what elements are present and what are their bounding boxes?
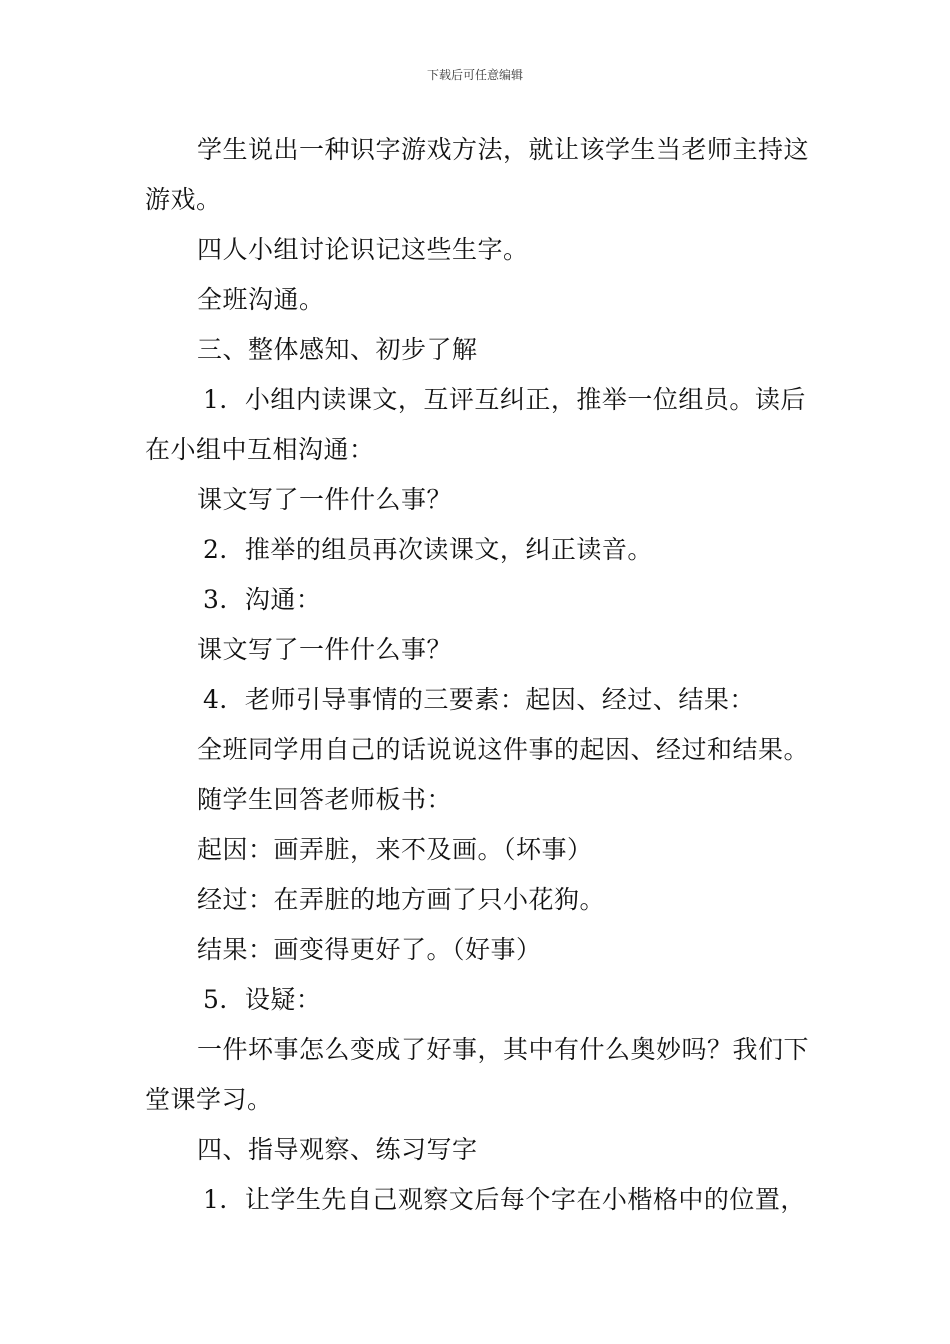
paragraph: 全班同学用自己的话说说这件事的起因、经过和结果。 <box>197 735 810 764</box>
numbered-paragraph: 4．老师引导事情的三要素：起因、经过、结果： <box>203 685 755 714</box>
numbered-paragraph: 1．让学生先自己观察文后每个字在小楷格中的位置， <box>203 1185 806 1214</box>
paragraph: 课文写了一件什么事？ <box>197 635 453 664</box>
paragraph: 起因：画弄脏，来不及画。（坏事） <box>197 835 593 864</box>
section-heading: 三、整体感知、初步了解 <box>197 335 478 364</box>
page-header: 下载后可任意编辑 <box>426 68 523 82</box>
paragraph: 经过：在弄脏的地方画了只小花狗。 <box>197 885 606 914</box>
paragraph: 课文写了一件什么事？ <box>197 485 453 514</box>
numbered-paragraph: 3．沟通： <box>203 585 322 614</box>
paragraph: 学生说出一种识字游戏方法，就让该学生当老师主持这游戏。 <box>145 135 810 214</box>
numbered-paragraph: 1．小组内读课文，互评互纠正，推举一位组员。读后在小组中互相沟通： <box>145 385 806 464</box>
paragraph: 一件坏事怎么变成了好事，其中有什么奥妙吗？我们下堂课学习。 <box>145 1035 810 1114</box>
section-heading: 四、指导观察、练习写字 <box>197 1135 478 1164</box>
paragraph: 全班沟通。 <box>197 285 325 314</box>
paragraph: 四人小组讨论识记这些生字。 <box>197 235 529 264</box>
paragraph: 随学生回答老师板书： <box>197 785 453 814</box>
paragraph: 结果：画变得更好了。（好事） <box>197 935 542 964</box>
document-body <box>145 125 810 1225</box>
numbered-paragraph: 5．设疑： <box>203 985 322 1014</box>
numbered-paragraph: 2．推举的组员再次读课文，纠正读音。 <box>203 535 653 564</box>
